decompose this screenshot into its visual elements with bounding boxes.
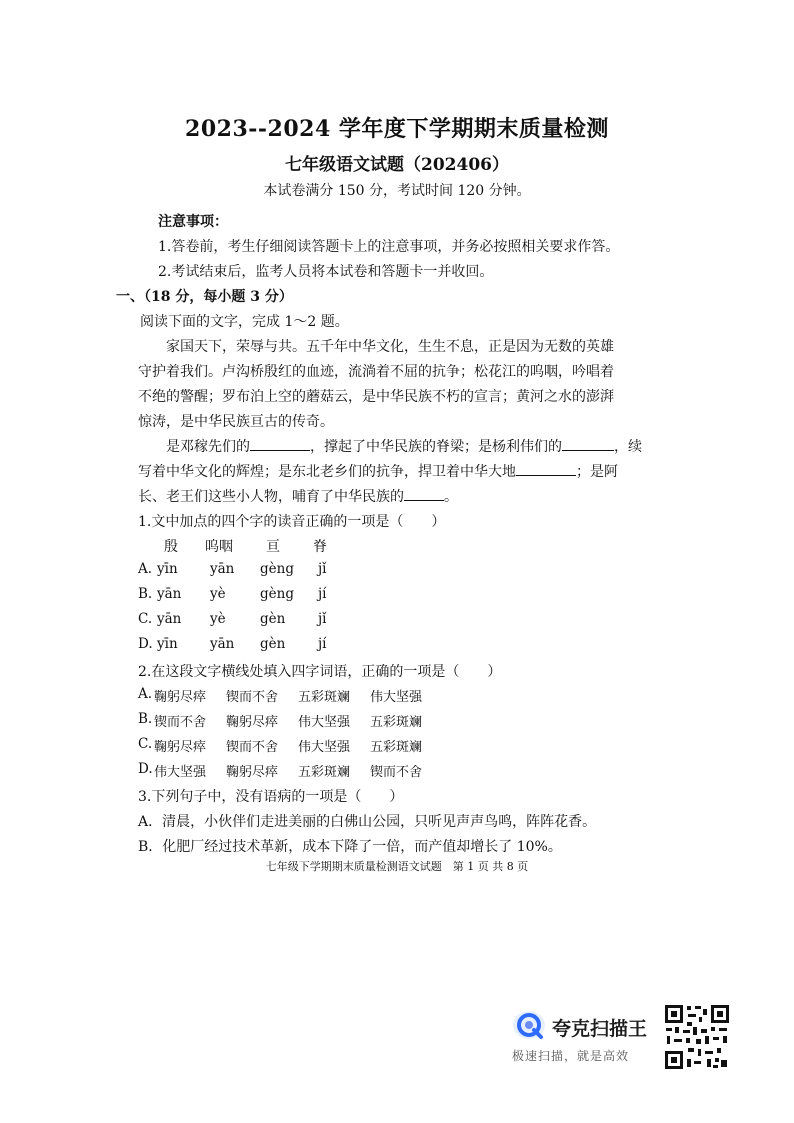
p2-text: ，撑起了中华民族的脊梁；是杨利伟们的 <box>310 439 562 455</box>
passage-p2-line-2 <box>138 461 618 481</box>
option-cell: 锲而不舍 <box>370 765 423 780</box>
option-cell: yè <box>210 586 226 602</box>
q3-stem: 3.下列句子中，没有语病的一项是（ ） <box>138 789 404 805</box>
q1-header-1: 殷 <box>164 539 178 555</box>
passage-line-2: 守护着我们。卢沟桥殷红的血迹，流淌着不屈的抗争；松花江的呜咽，吟唱着 <box>138 364 614 380</box>
option-label: B. <box>138 711 153 727</box>
option-label: D. <box>138 636 153 652</box>
fill-blank-1 <box>250 436 310 451</box>
passage-line-1: 家国天下，荣辱与共。五千年中华文化，生生不息，正是因为无数的英雄 <box>166 339 614 355</box>
qr-code-icon <box>663 1003 731 1071</box>
notice-item-2: 2.考试结束后，监考人员将本试卷和答题卡一并收回。 <box>158 264 494 280</box>
fill-blank-4 <box>404 486 444 501</box>
q1-header-4: 脊 <box>313 539 327 555</box>
option-cell: gèn <box>260 611 286 627</box>
option-cell: gèng <box>260 561 294 577</box>
option-cell: 五彩斑斓 <box>370 715 423 730</box>
option-cell: yān <box>157 611 182 627</box>
option-label: C. <box>138 611 153 627</box>
brand-name: 夸克扫描王 <box>552 1017 648 1040</box>
passage-line-4: 惊涛，是中华民族亘古的传奇。 <box>138 414 334 430</box>
option-cell: jǐ <box>318 611 327 627</box>
option-cell: 伟大坚强 <box>298 715 351 730</box>
notice-item-1: 1.答卷前，考生仔细阅读答题卡上的注意事项，并务必按照相关要求作答。 <box>158 239 620 255</box>
exam-info: 本试卷满分 150 分，考试时间 120 分钟。 <box>263 183 531 199</box>
option-cell: 锲而不舍 <box>226 690 279 705</box>
option-cell: jǐ <box>318 561 327 577</box>
option-cell: yīn <box>157 636 178 652</box>
p2-text: 写着中华文化的辉煌；是东北老乡们的抗争，捍卫着中华大地 <box>138 464 516 480</box>
exam-title: 2023--2024 学年度下学期期末质量检测 <box>185 116 609 142</box>
q2-stem: 2.在这段文字横线处填入四字词语，正确的一项是（ ） <box>138 664 502 680</box>
fill-blank-2 <box>562 436 614 451</box>
notice-heading: 注意事项： <box>158 214 228 230</box>
q1-stem: 1.文中加点的四个字的读音正确的一项是（ ） <box>138 514 446 530</box>
option-cell: gèn <box>260 636 286 652</box>
scanner-brand <box>512 1010 647 1044</box>
p2-text: 长、老王们这些小人物，哺育了中华民族的 <box>138 489 404 505</box>
option-cell: gèng <box>260 586 294 602</box>
option-cell: 伟大坚强 <box>154 765 207 780</box>
p2-text: ；是阿 <box>576 464 618 480</box>
option-cell: 鞠躬尽瘁 <box>154 690 207 705</box>
q1-header-3: 亘 <box>266 539 280 555</box>
option-label: A. <box>138 561 153 577</box>
exam-subtitle: 七年级语文试题（202406） <box>285 155 509 175</box>
option-label: A. <box>138 686 153 702</box>
option-cell: yān <box>210 561 235 577</box>
q1-header-2: 呜咽 <box>205 539 233 555</box>
p2-text: 是邓稼先们的 <box>166 439 250 455</box>
option-cell: 鞠躬尽瘁 <box>226 715 279 730</box>
option-cell: yīn <box>157 561 178 577</box>
option-label: D. <box>138 761 153 777</box>
section-instruction: 阅读下面的文字，完成 1～2 题。 <box>140 314 349 330</box>
p2-text: ，续 <box>614 439 642 455</box>
option-cell: 鞠躬尽瘁 <box>226 765 279 780</box>
option-label: B. <box>138 586 153 602</box>
option-cell: jí <box>318 636 327 652</box>
passage-line-3: 不绝的警醒；罗布泊上空的蘑菇云，是中华民族不朽的宣言；黄河之水的澎湃 <box>138 389 614 405</box>
option-cell: 锲而不舍 <box>226 740 279 755</box>
option-cell: yān <box>210 636 235 652</box>
option-cell: 五彩斑斓 <box>298 690 351 705</box>
passage-p2-line-1 <box>166 436 642 456</box>
quark-logo-icon <box>512 1010 546 1044</box>
option-cell: 伟大坚强 <box>298 740 351 755</box>
option-cell: 五彩斑斓 <box>298 765 351 780</box>
option-cell: yè <box>210 611 226 627</box>
option-cell: 伟大坚强 <box>370 690 423 705</box>
p2-text: 。 <box>444 489 458 505</box>
option-label: C. <box>138 736 153 752</box>
option-cell: yān <box>157 586 182 602</box>
page-footer: 七年级下学期期末质量检测语文试题 第 1 页 共 8 页 <box>265 860 529 873</box>
q3-option-a: A．清晨，小伙伴们走进美丽的白佛山公园，只听见声声鸟鸣，阵阵花香。 <box>138 814 597 830</box>
passage-p2-line-3 <box>138 486 458 506</box>
option-cell: 五彩斑斓 <box>370 740 423 755</box>
fill-blank-3 <box>516 461 576 476</box>
option-cell: jí <box>318 586 327 602</box>
option-cell: 鞠躬尽瘁 <box>154 740 207 755</box>
q3-option-b: B．化肥厂经过技术革新，成本下降了一倍，而产值却增长了 10%。 <box>138 839 562 855</box>
section-heading: 一、（18 分，每小题 3 分） <box>116 289 293 305</box>
option-cell: 锲而不舍 <box>154 715 207 730</box>
brand-slogan: 极速扫描，就是高效 <box>512 1049 630 1063</box>
